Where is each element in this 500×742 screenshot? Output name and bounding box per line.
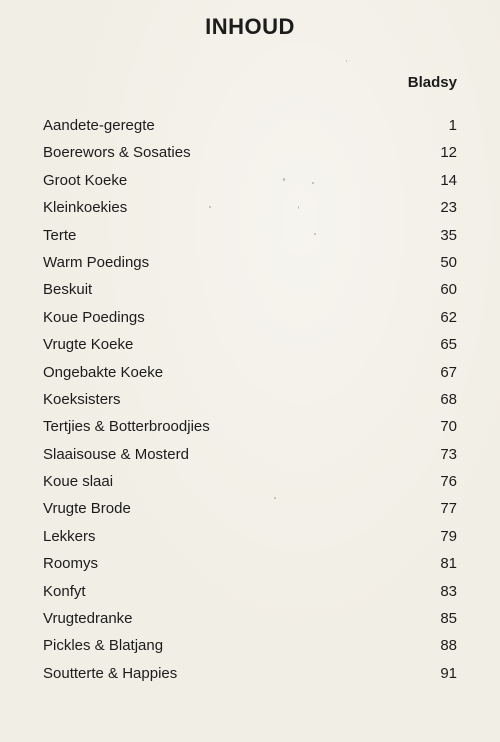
toc-entry-page-number: 83 bbox=[440, 582, 457, 600]
toc-entry-page-number: 68 bbox=[440, 390, 457, 408]
toc-entry-page-number: 77 bbox=[440, 500, 457, 518]
toc-entry bbox=[43, 276, 457, 303]
toc-entry-title: Lekkers bbox=[43, 527, 96, 545]
toc-entry-title: Roomys bbox=[43, 555, 99, 573]
toc-entry-title: Vrugte Koeke bbox=[43, 336, 134, 354]
page-column-header: Bladsy bbox=[407, 74, 457, 91]
toc-entry bbox=[43, 660, 457, 687]
toc-entry-title: Warm Poedings bbox=[43, 253, 150, 271]
paper-speck bbox=[314, 233, 316, 235]
toc-entry-page-number: 62 bbox=[440, 308, 457, 326]
toc-entry-title: Konfyt bbox=[43, 582, 86, 600]
paper-speck bbox=[209, 206, 211, 208]
toc-entry bbox=[43, 523, 457, 550]
toc-entry bbox=[43, 304, 457, 331]
paper-speck bbox=[346, 60, 347, 62]
toc-entry-page-number: 50 bbox=[440, 253, 457, 271]
page-title: INHOUD bbox=[205, 14, 295, 39]
paper-speck bbox=[298, 206, 299, 209]
toc-entry-title: Koue slaai bbox=[43, 473, 114, 491]
toc-entry-title: Koeksisters bbox=[43, 390, 121, 408]
toc-entry-title: Vrugtedranke bbox=[43, 610, 133, 628]
toc-entry bbox=[43, 441, 457, 468]
toc-entry-title: Boerewors & Sosaties bbox=[43, 144, 191, 162]
toc-entry-page-number: 67 bbox=[440, 363, 457, 381]
toc-entry-title: Pickles & Blatjang bbox=[43, 637, 164, 655]
toc-entry-page-number: 91 bbox=[440, 664, 457, 682]
toc-entry-title: Ongebakte Koeke bbox=[43, 363, 164, 381]
toc-entry-page-number: 85 bbox=[440, 610, 457, 628]
toc-entry-title: Slaaisouse & Mosterd bbox=[43, 445, 189, 463]
toc-entry bbox=[43, 112, 457, 139]
paper-speck bbox=[312, 182, 314, 184]
toc-entry-title: Vrugte Brode bbox=[43, 500, 131, 518]
toc-entry-page-number: 76 bbox=[440, 473, 457, 491]
toc-entry-title: Tertjies & Botterbroodjies bbox=[43, 418, 210, 436]
toc-entry bbox=[43, 331, 457, 358]
toc-entry-title: Beskuit bbox=[43, 281, 93, 299]
toc-entry bbox=[43, 386, 457, 413]
toc-entry bbox=[43, 550, 457, 577]
toc-entry-page-number: 1 bbox=[448, 117, 457, 134]
toc-entry-page-number: 23 bbox=[440, 199, 457, 217]
toc-entry bbox=[43, 167, 457, 194]
toc-entry bbox=[43, 139, 457, 166]
toc-entry bbox=[43, 359, 457, 386]
toc-entry bbox=[43, 468, 457, 495]
toc-entry bbox=[43, 194, 457, 221]
toc-entry bbox=[43, 578, 457, 605]
toc-entry-page-number: 70 bbox=[440, 418, 457, 436]
toc-entry bbox=[43, 605, 457, 632]
toc-entry-page-number: 35 bbox=[440, 226, 457, 244]
toc-entry-page-number: 88 bbox=[440, 637, 457, 655]
toc-entry-title: Terte bbox=[43, 226, 77, 244]
toc-entry bbox=[43, 413, 457, 440]
toc-entry-page-number: 81 bbox=[440, 555, 457, 573]
toc-entry bbox=[43, 222, 457, 249]
toc-entry-page-number: 65 bbox=[440, 336, 457, 354]
toc-entry-title: Koue Poedings bbox=[43, 308, 145, 326]
toc-entry-page-number: 14 bbox=[440, 171, 457, 189]
toc-entry-title: Groot Koeke bbox=[43, 171, 128, 189]
table-of-contents bbox=[43, 112, 457, 687]
toc-entry bbox=[43, 495, 457, 522]
toc-entry-page-number: 12 bbox=[440, 144, 457, 162]
toc-entry-title: Kleinkoekies bbox=[43, 199, 128, 217]
toc-entry-title: Soutterte & Happies bbox=[43, 664, 178, 682]
toc-entry-page-number: 73 bbox=[440, 445, 457, 463]
toc-entry bbox=[43, 249, 457, 276]
paper-speck bbox=[283, 178, 285, 181]
paper-speck bbox=[274, 497, 276, 499]
toc-entry-page-number: 60 bbox=[440, 281, 457, 299]
toc-entry bbox=[43, 632, 457, 659]
toc-entry-page-number: 79 bbox=[440, 527, 457, 545]
toc-entry-title: Aandete-geregte bbox=[43, 117, 155, 134]
